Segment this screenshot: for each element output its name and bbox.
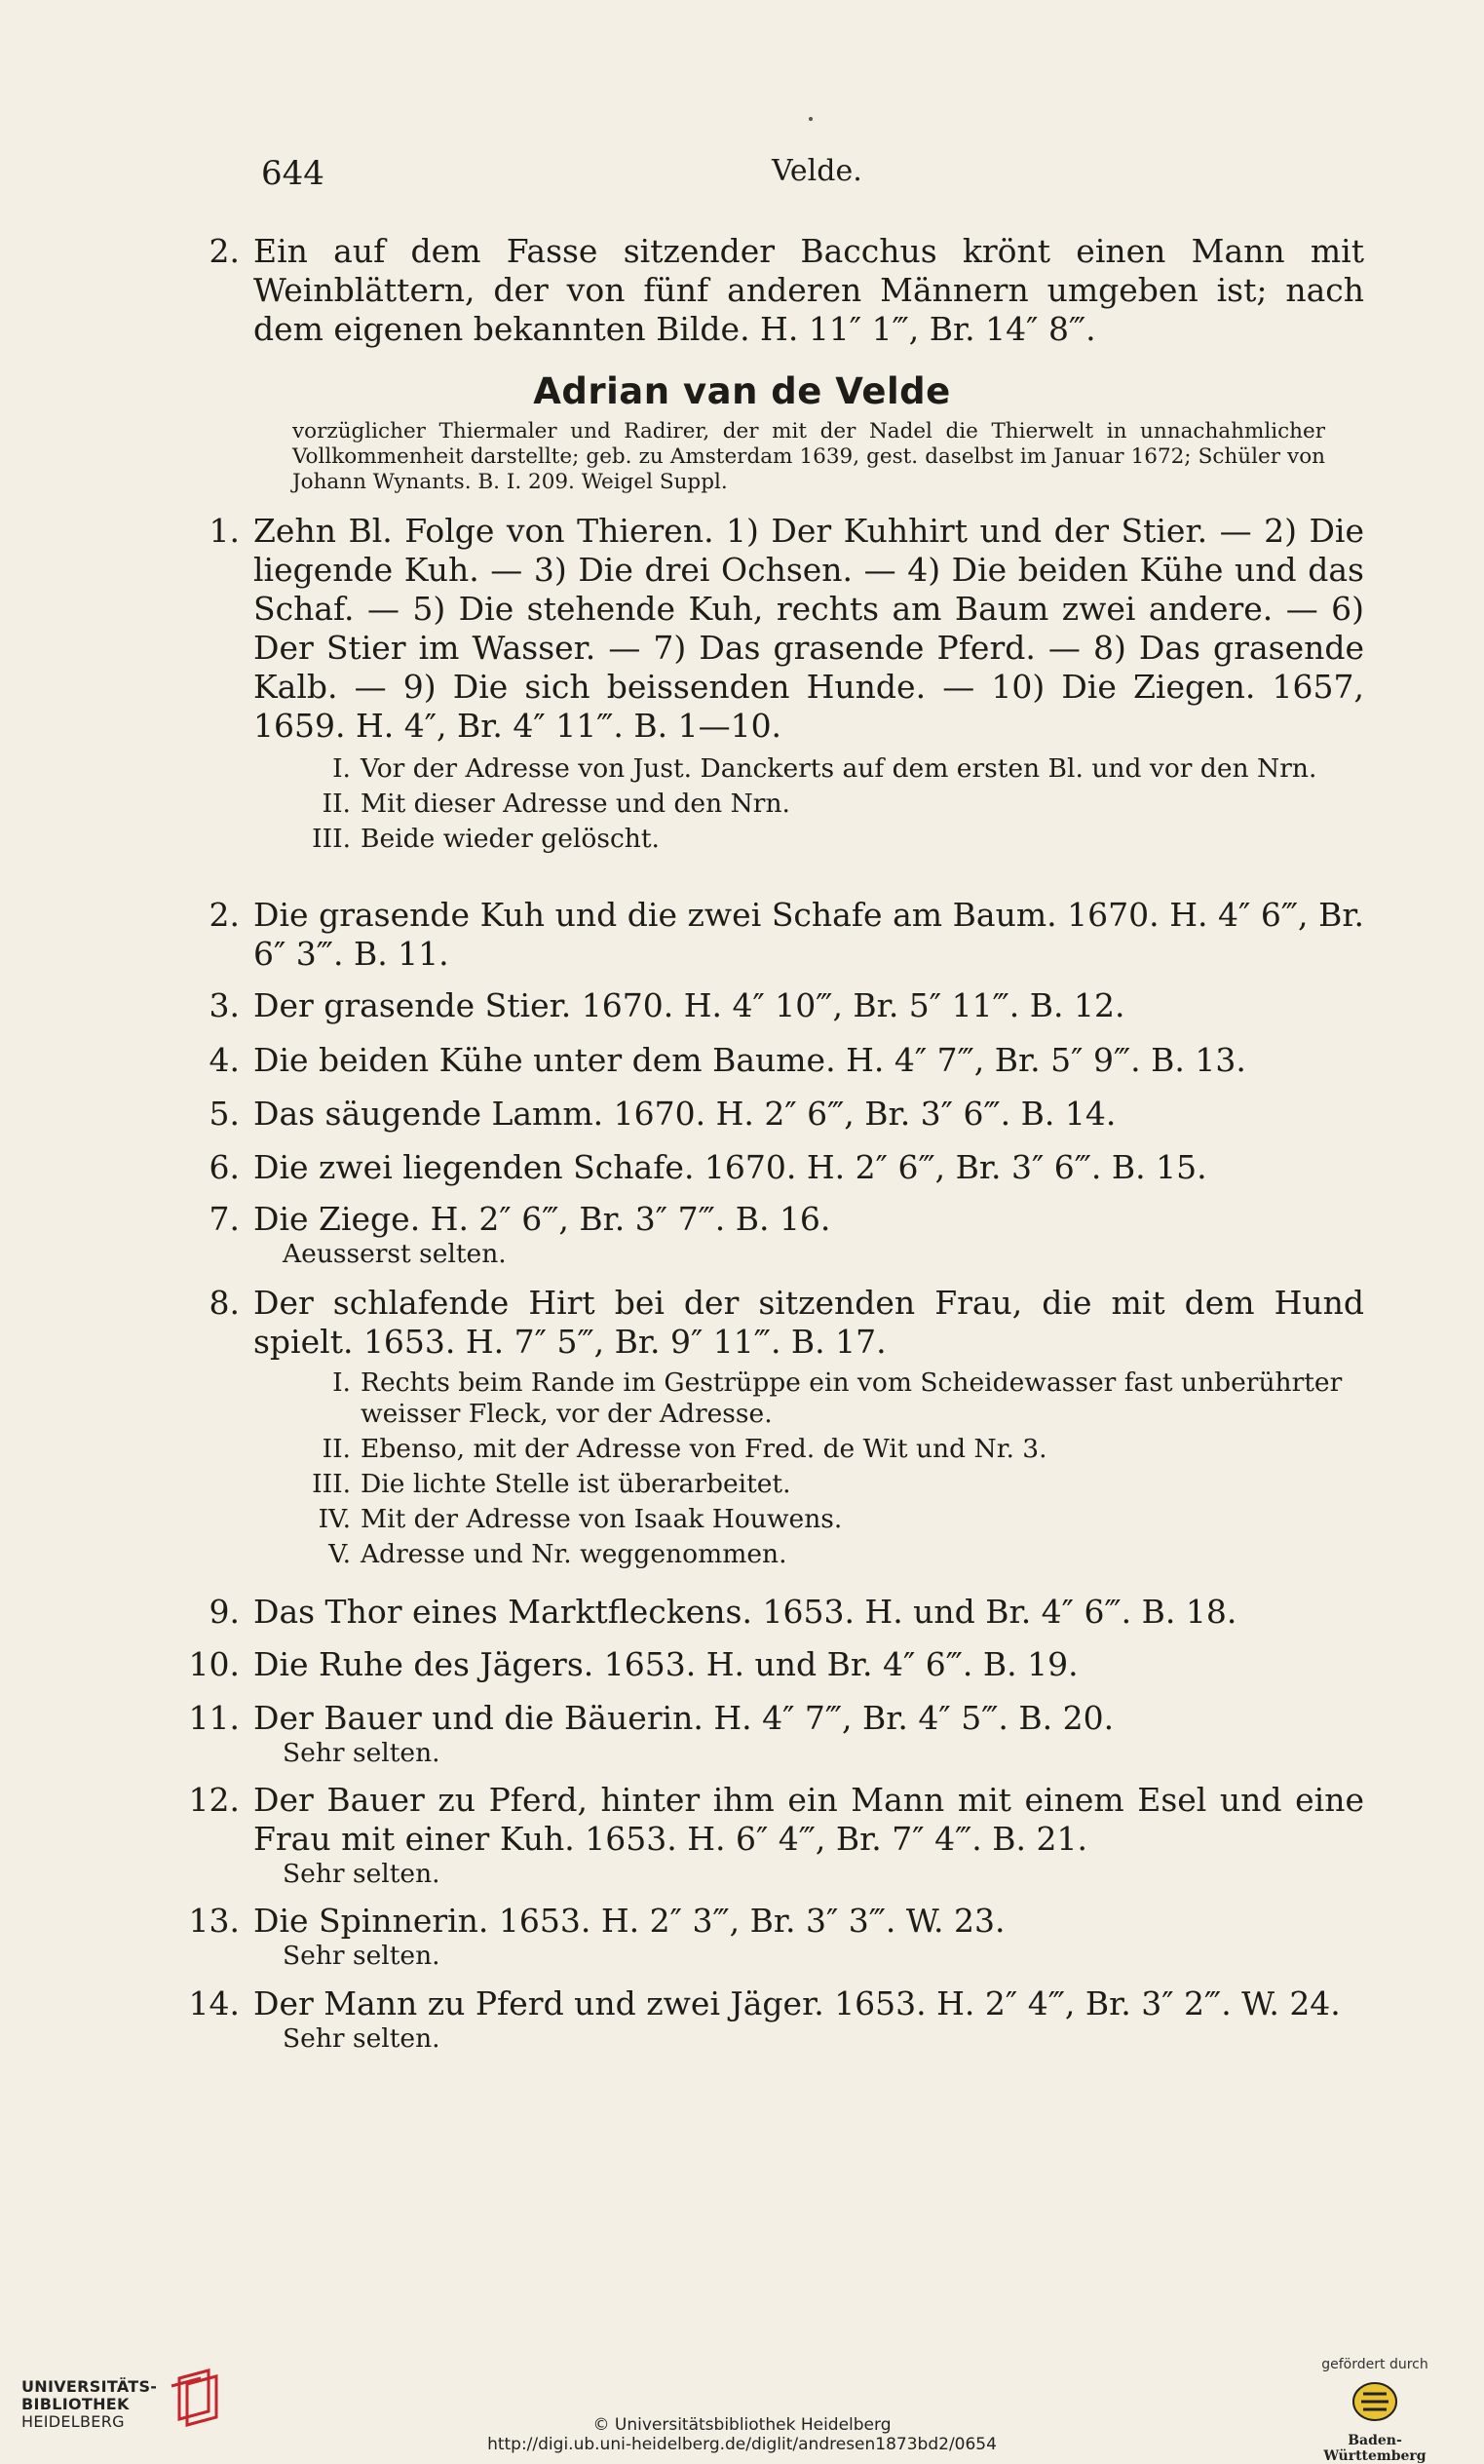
funded-by-label: gefördert durch — [1321, 2357, 1428, 2372]
state-item — [332, 1367, 1364, 1430]
entry-number: 13. — [188, 1902, 240, 1940]
catalogue-entry — [209, 512, 1364, 855]
artist-heading: Adrian van de Velde — [533, 370, 951, 412]
catalogue-entry — [188, 1902, 1364, 1972]
state-numeral: V. — [328, 1539, 351, 1569]
catalogue-entry — [209, 1095, 1364, 1134]
entry-number: 2. — [209, 232, 240, 270]
library-name-line: BIBLIOTHEK — [21, 2395, 130, 2413]
source-url-link[interactable]: http://digi.ub.uni-heidelberg.de/diglit/andresen1873bd2/0654 — [487, 2435, 997, 2454]
state-item — [322, 789, 1364, 820]
entry-text: Das Thor eines Marktfleckens. 1653. H. und Br. 4″ 6‴. B. 18. — [253, 1593, 1237, 1631]
state-text: Mit der Adresse von Isaak Houwens. — [361, 1504, 843, 1534]
rarity-note: Aeusserst selten. — [283, 1239, 507, 1269]
entry-number: 12. — [188, 1781, 240, 1819]
entry-number: 8. — [209, 1284, 240, 1322]
catalogue-entry — [188, 1781, 1364, 1890]
catalogue-entry — [209, 1200, 1364, 1270]
entry-text: Zehn Bl. Folge von Thieren. 1) Der Kuhhirt und der Stier. — 2) Die liegende Kuh. — 3) Die drei Ochsen. — 4) Die beiden Kühe und das Schaf. — 5) Die stehende Kuh, rechts am Baum zwei andere. — 6) Der Stier im Wasser. — 7) Das grasende Pferd. — 8) Das grasende Kalb. — 9) Die sich beissenden Hunde. — 10) Die Ziegen. 1657, 1659. H. 4″, Br. 4″ 11‴. B. 1—10. — [253, 512, 1364, 745]
entry-text: Ein auf dem Fasse sitzender Bacchus krönt einen Mann mit Weinblättern, der von fünf anderen Männern umgeben ist; nach dem eigenen bekannten Bilde. H. 11″ 1‴, Br. 14″ 8‴. — [253, 232, 1364, 348]
entry-text: Die Ruhe des Jägers. 1653. H. und Br. 4″ 6‴. B. 19. — [253, 1645, 1079, 1683]
entry-number: 6. — [209, 1148, 240, 1186]
state-item — [318, 1504, 1364, 1535]
state-numeral: II. — [322, 1434, 351, 1464]
state-text: Vor der Adresse von Just. Danckerts auf dem ersten Bl. und vor den Nrn. — [361, 753, 1317, 784]
entry-number: 10. — [188, 1645, 240, 1683]
state-text: Die lichte Stelle ist überarbeitet. — [361, 1469, 791, 1499]
entry-number: 5. — [209, 1095, 240, 1133]
state-numeral: II. — [322, 789, 351, 819]
state-text: Rechts beim Rande im Gestrüppe ein vom Scheidewasser fast unberührter weisser Fleck, vor der Adresse. — [361, 1367, 1343, 1429]
state-item — [328, 1539, 1364, 1570]
page-number: 644 — [261, 154, 324, 193]
state-text: Ebenso, mit der Adresse von Fred. de Wit und Nr. 3. — [361, 1434, 1047, 1464]
library-name-line: HEIDELBERG — [21, 2412, 125, 2431]
catalogue-entry — [209, 896, 1364, 974]
entry-number: 7. — [209, 1200, 240, 1238]
copyright-line: © Universitätsbibliothek Heidelberg — [592, 2415, 892, 2435]
state-numeral: IV. — [318, 1504, 351, 1534]
catalogue-entry — [209, 1041, 1364, 1080]
catalogue-entry — [188, 1984, 1364, 2055]
state-item — [312, 824, 1364, 855]
catalogue-entry — [209, 1284, 1364, 1570]
entry-text: Der Bauer und die Bäuerin. H. 4″ 7‴, Br. 4″ 5‴. B. 20. — [253, 1699, 1115, 1737]
entry-text: Der Bauer zu Pferd, hinter ihm ein Mann mit einem Esel und eine Frau mit einer Kuh. 1653. H. 6″ 4‴, Br. 7″ 4‴. B. 21. — [253, 1781, 1364, 1858]
state-numeral: I. — [332, 753, 351, 784]
entry-text: Der schlafende Hirt bei der sitzenden Frau, die mit dem Hund spielt. 1653. H. 7″ 5‴, Br. 9″ 11‴. B. 17. — [253, 1284, 1364, 1361]
library-name-line: UNIVERSITÄTS- — [21, 2377, 158, 2396]
entry-text: Die Ziege. H. 2″ 6‴, Br. 3″ 7‴. B. 16. — [253, 1200, 831, 1238]
top-entry — [209, 232, 1364, 349]
funder-name: Baden-Württemberg — [1323, 2433, 1427, 2464]
rarity-note: Sehr selten. — [283, 1738, 440, 1768]
entry-number: 4. — [209, 1041, 240, 1079]
entry-text: Die beiden Kühe unter dem Baume. H. 4″ 7‴, Br. 5″ 9‴. B. 13. — [253, 1041, 1246, 1079]
catalogue-entry — [209, 1593, 1364, 1632]
state-text: Beide wieder gelöscht. — [361, 824, 660, 854]
state-numeral: I. — [332, 1367, 351, 1398]
state-text: Mit dieser Adresse und den Nrn. — [361, 789, 790, 819]
entry-number: 3. — [209, 986, 240, 1024]
catalogue-entry — [209, 986, 1364, 1025]
rarity-note: Sehr selten. — [283, 1859, 440, 1889]
running-header — [0, 154, 1484, 203]
rarity-note: Sehr selten. — [283, 2023, 440, 2054]
entry-number: 9. — [209, 1593, 240, 1631]
state-numeral: III. — [312, 824, 351, 854]
rarity-note: Sehr selten. — [283, 1941, 440, 1971]
entry-text: Das säugende Lamm. 1670. H. 2″ 6‴, Br. 3″ 6‴. B. 14. — [253, 1095, 1117, 1133]
catalogue-entry — [209, 1148, 1364, 1187]
entry-number: 11. — [188, 1699, 240, 1737]
running-title: Velde. — [772, 154, 862, 188]
footer-credits — [0, 2412, 1484, 2454]
state-numeral: III. — [312, 1469, 351, 1499]
entry-number: 1. — [209, 512, 240, 550]
entry-text: Die Spinnerin. 1653. H. 2″ 3‴, Br. 3″ 3‴. W. 23. — [253, 1902, 1006, 1940]
state-coat-of-arms-icon — [1351, 2380, 1398, 2423]
entry-number: 14. — [188, 1984, 240, 2022]
funding-credit — [1307, 2357, 1443, 2464]
state-item — [312, 1469, 1364, 1500]
entry-number: 2. — [209, 896, 240, 934]
catalogue-entry — [188, 1699, 1364, 1769]
artist-biography: vorzüglicher Thiermaler und Radirer, der mit der Nadel die Thierwelt in unnachahmlicher Vollkommenheit darstellte; geb. zu Amsterdam 1639, gest. daselbst im Januar 1672; Schüler von Johann Wynants. B. I. 209. Weigel Suppl. — [292, 419, 1325, 494]
catalogue-entry — [188, 1645, 1364, 1684]
entry-text: Der grasende Stier. 1670. H. 4″ 10‴, Br. 5″ 11‴. B. 12. — [253, 986, 1125, 1024]
entry-text: Der Mann zu Pferd und zwei Jäger. 1653. H. 2″ 4‴, Br. 3″ 2‴. W. 24. — [253, 1984, 1341, 2022]
entry-text: Die grasende Kuh und die zwei Schafe am Baum. 1670. H. 4″ 6‴, Br. 6″ 3‴. B. 11. — [253, 896, 1364, 973]
print-speck — [809, 117, 813, 121]
state-item — [322, 1434, 1364, 1465]
state-item — [332, 753, 1364, 785]
entry-text: Die zwei liegenden Schafe. 1670. H. 2″ 6‴, Br. 3″ 6‴. B. 15. — [253, 1148, 1207, 1186]
state-text: Adresse und Nr. weggenommen. — [361, 1539, 787, 1569]
